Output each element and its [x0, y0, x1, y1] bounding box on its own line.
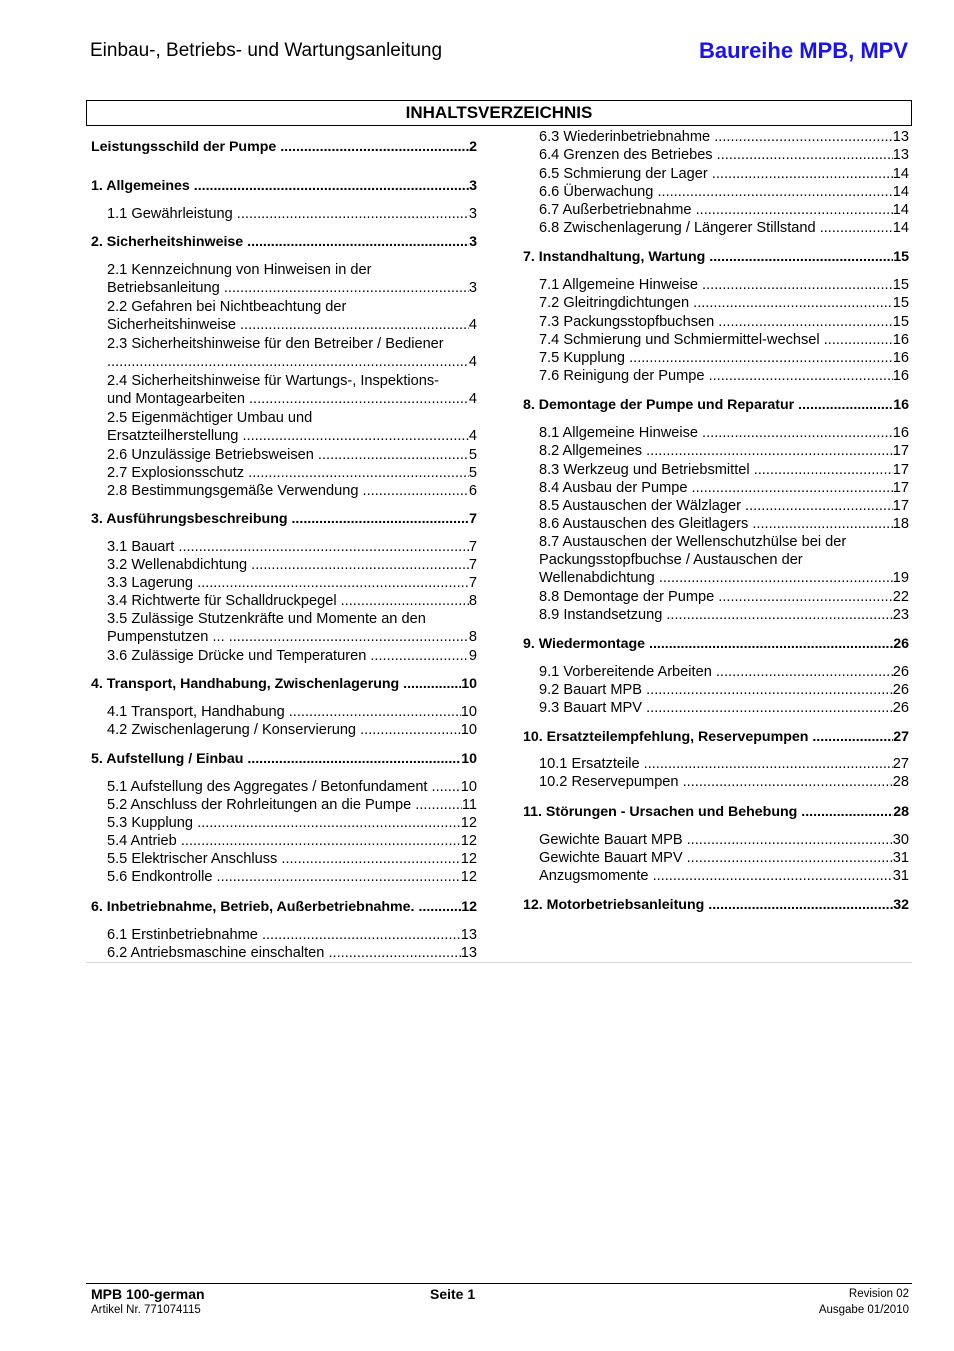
toc-entry-page: 4 [468, 391, 477, 407]
toc-entry-page: 15 [892, 295, 909, 311]
toc-entry-page: 10 [460, 779, 477, 795]
toc-entry-label: 7.6 Reinigung der Pumpe ..... [539, 367, 893, 385]
footer-edition: Ausgabe 01/2010 [818, 1304, 909, 1316]
toc-entry-label: 4.1 Transport, Handhabung ..... [107, 703, 461, 721]
toc-subsection-entry[interactable] [91, 796, 477, 814]
toc-entry-label: 6.5 Schmierung der Lager ..... [539, 165, 893, 183]
toc-entry-page: 11 [461, 797, 477, 813]
toc-entry-page: 12 [460, 851, 477, 867]
toc-subsection-entry[interactable] [91, 446, 477, 464]
toc-entry-row [539, 165, 909, 183]
toc-entry-page: 2 [469, 139, 477, 155]
toc-entry-page: 3 [469, 234, 477, 250]
toc-entry-label: Betriebsanleitung ..... [107, 279, 469, 297]
toc-subsection-entry[interactable] [91, 868, 477, 886]
toc-entry-page: 19 [892, 570, 909, 586]
toc-entry-page: 17 [892, 480, 909, 496]
toc-section-entry[interactable] [91, 138, 477, 156]
toc-subsection-entry[interactable] [91, 944, 477, 962]
toc-entry-label: 10. Ersatzteilempfehlung, Reservepumpen ..... [523, 728, 893, 746]
toc-entry-row [539, 699, 909, 717]
toc-entry-row [107, 832, 477, 850]
toc-entry-row [107, 464, 477, 482]
toc-entry-label: Anzugsmomente ..... [539, 867, 893, 885]
toc-entry-label: 8.9 Instandsetzung ..... [539, 606, 893, 624]
toc-entry-row [107, 446, 477, 464]
toc-entry-page: 7 [468, 575, 477, 591]
toc-heading-box [86, 100, 912, 126]
footer-divider [86, 1283, 912, 1284]
toc-subsection-entry[interactable] [91, 464, 477, 482]
toc-entry-row [107, 703, 477, 721]
toc-entry-title-line: 2.2 Gefahren bei Nichtbeachtung der [107, 299, 347, 315]
toc-entry-page: 13 [892, 129, 909, 145]
toc-entry-label: 10.2 Reservepumpen ..... [539, 773, 893, 791]
toc-entry-page: 7 [469, 511, 477, 527]
toc-subsection-entry[interactable] [91, 703, 477, 721]
toc-subsection-entry[interactable] [523, 442, 909, 460]
toc-entry-row [539, 201, 909, 219]
toc-entry-label: 5.3 Kupplung ..... [107, 814, 461, 832]
toc-entry-row [107, 814, 477, 832]
toc-entry-row [539, 349, 909, 367]
toc-entry-page: 28 [892, 774, 909, 790]
toc-entry-page: 14 [892, 220, 909, 236]
toc-entry-label: 7. Instandhaltung, Wartung ..... [523, 248, 893, 266]
toc-entry-label: 6.4 Grenzen des Betriebes ..... [539, 146, 893, 164]
toc-entry-label: 9.1 Vorbereitende Arbeiten ..... [539, 663, 893, 681]
toc-entry-row [539, 606, 909, 624]
toc-entry-row [539, 479, 909, 497]
toc-entry-title-line: 8.7 Austauschen der Wellenschutzhülse bei der [539, 534, 847, 550]
toc-entry-page: 7 [468, 557, 477, 573]
toc-entry-label: 8.3 Werkzeug und Betriebsmittel ..... [539, 461, 893, 479]
toc-entry-page: 17 [892, 443, 909, 459]
toc-entry-label: 8.4 Ausbau der Pumpe ..... [539, 479, 893, 497]
toc-entry-row [539, 515, 909, 533]
toc-entry-page: 32 [893, 897, 909, 913]
toc-subsection-entry[interactable] [91, 205, 477, 223]
toc-entry-row [539, 276, 909, 294]
toc-subsection-entry[interactable] [91, 372, 477, 408]
toc-entry-page: 22 [892, 589, 909, 605]
toc-subsection-entry[interactable] [523, 663, 909, 681]
toc-subsection-entry[interactable] [91, 261, 477, 297]
toc-entry-page: 10 [461, 676, 477, 692]
toc-entry-title-line: 2.5 Eigenmächtiger Umbau und [107, 410, 313, 426]
toc-entry-row [539, 219, 909, 237]
series-title: Baureihe MPB, MPV [698, 38, 908, 63]
toc-section-entry[interactable] [91, 233, 477, 251]
toc-entry-row [107, 850, 477, 868]
toc-entry-page: 9 [468, 648, 477, 664]
toc-subsection-entry[interactable] [523, 699, 909, 717]
toc-entry-page: 28 [893, 804, 909, 820]
toc-entry-page: 15 [892, 277, 909, 293]
toc-entry-page: 12 [461, 899, 477, 915]
toc-entry-row [523, 248, 909, 266]
toc-section-entry[interactable] [91, 898, 477, 916]
toc-entry-label: 12. Motorbetriebsanleitung ..... [523, 896, 893, 914]
toc-entry-row [107, 592, 477, 610]
toc-entry-row [523, 896, 909, 914]
toc-entry-row [91, 750, 477, 768]
toc-subsection-entry[interactable] [523, 461, 909, 479]
toc-entry-page: 26 [893, 636, 909, 652]
toc-entry-page: 23 [892, 607, 909, 623]
toc-subsection-entry[interactable] [91, 850, 477, 868]
toc-entry-page: 10 [460, 704, 477, 720]
toc-entry-label: 6.7 Außerbetriebnahme ..... [539, 201, 893, 219]
toc-entry-page: 31 [892, 850, 909, 866]
toc-entry-label: 2.6 Unzulässige Betriebsweisen ..... [107, 446, 469, 464]
toc-entry-page: 16 [893, 397, 909, 413]
toc-entry-page: 14 [892, 202, 909, 218]
toc-entry-row [107, 316, 477, 334]
toc-entry-label: 8.1 Allgemeine Hinweise ..... [539, 424, 893, 442]
toc-section-entry[interactable] [91, 675, 477, 693]
toc-entry-label: 6.6 Überwachung ..... [539, 183, 893, 201]
toc-entry-label: 7.2 Gleitringdichtungen ..... [539, 294, 893, 312]
toc-entry-row [107, 538, 477, 556]
toc-entry-label: Gewichte Bauart MPB ..... [539, 831, 893, 849]
toc-entry-page: 8 [468, 629, 477, 645]
document-title: Einbau-, Betriebs- und Wartungsanleitung [90, 40, 443, 61]
toc-entry-page: 15 [893, 249, 909, 265]
toc-entry-row [107, 574, 477, 592]
toc-section-entry[interactable] [523, 396, 909, 414]
toc-entry-row [539, 849, 909, 867]
toc-entry-row [539, 294, 909, 312]
toc-section-entry[interactable] [523, 248, 909, 266]
toc-entry-row [91, 233, 477, 251]
footer-revision: Revision 02 [848, 1288, 909, 1300]
toc-section-entry[interactable] [523, 728, 909, 746]
toc-entry-page: 15 [892, 314, 909, 330]
toc-subsection-entry[interactable] [523, 276, 909, 294]
toc-entry-row [523, 396, 909, 414]
toc-entry-row [91, 177, 477, 195]
toc-subsection-entry[interactable] [91, 814, 477, 832]
toc-entry-row [539, 128, 909, 146]
toc-entry-page: 17 [892, 462, 909, 478]
toc-entry-row [539, 681, 909, 699]
toc-entry-row [539, 313, 909, 331]
toc-entry-label: 2.8 Bestimmungsgemäße Verwendung ..... [107, 482, 469, 500]
toc-entry-row [539, 442, 909, 460]
toc-entry-page: 31 [892, 868, 909, 884]
toc-entry-row [107, 205, 477, 223]
toc-entry-row [107, 556, 477, 574]
toc-entry-page: 26 [892, 664, 909, 680]
toc-entry-label: 10.1 Ersatzteile ..... [539, 755, 893, 773]
toc-entry-row [107, 427, 477, 445]
toc-entry-row [523, 635, 909, 653]
toc-entry-row [539, 773, 909, 791]
toc-entry-page: 26 [892, 682, 909, 698]
toc-subsection-entry[interactable] [91, 610, 477, 646]
toc-entry-label: Wellenabdichtung ..... [539, 569, 893, 587]
toc-subsection-entry[interactable] [523, 588, 909, 606]
toc-entry-row [539, 367, 909, 385]
toc-entry-page: 5 [468, 447, 477, 463]
toc-subsection-entry[interactable] [91, 926, 477, 944]
toc-entry-label: 8.8 Demontage der Pumpe ..... [539, 588, 893, 606]
toc-entry-page: 16 [892, 332, 909, 348]
toc-subsection-entry[interactable] [523, 533, 909, 587]
toc-entry-page: 8 [468, 593, 477, 609]
toc-entry-page: 3 [468, 280, 477, 296]
toc-subsection-entry[interactable] [91, 335, 477, 371]
toc-subsection-entry[interactable] [523, 294, 909, 312]
toc-entry-label: Ersatzteilherstellung ..... [107, 427, 469, 445]
toc-entry-row [539, 831, 909, 849]
toc-subsection-entry[interactable] [91, 778, 477, 796]
toc-subsection-entry[interactable] [91, 556, 477, 574]
toc-entry-label [107, 353, 469, 371]
toc-entry-row [107, 628, 477, 646]
toc-subsection-entry[interactable] [91, 832, 477, 850]
toc-entry-row [539, 461, 909, 479]
toc-entry-row [539, 424, 909, 442]
toc-section-entry[interactable] [523, 896, 909, 914]
toc-entry-title-line: 3.5 Zulässige Stutzenkräfte und Momente an den [107, 611, 426, 627]
toc-section-entry[interactable] [91, 510, 477, 528]
toc-entry-label: 3.4 Richtwerte für Schalldruckpegel ..... [107, 592, 469, 610]
toc-subsection-entry[interactable] [523, 497, 909, 515]
toc-entry-label: 6. Inbetriebnahme, Betrieb, Außerbetriebnahme. ..... [91, 898, 461, 916]
toc-entry-label: 5. Aufstellung / Einbau ..... [91, 750, 461, 768]
toc-entry-label: 3.2 Wellenabdichtung ..... [107, 556, 469, 574]
toc-entry-label: 3.1 Bauart ..... [107, 538, 469, 556]
toc-entry-row [107, 353, 477, 371]
toc-entry-label: 9.3 Bauart MPV ..... [539, 699, 893, 717]
toc-entry-label: 5.1 Aufstellung des Aggregates / Betonfundament ..... [107, 778, 461, 796]
toc-entry-row [107, 778, 477, 796]
toc-entry-row [539, 569, 909, 587]
toc-entry-label: 2.7 Explosionsschutz ..... [107, 464, 469, 482]
toc-entry-page: 12 [460, 869, 477, 885]
toc-entry-row [107, 647, 477, 665]
toc-subsection-entry[interactable] [523, 755, 909, 773]
toc-entry-label: 2. Sicherheitshinweise ..... [91, 233, 469, 251]
toc-section-entry[interactable] [91, 177, 477, 195]
footer-doc-id: MPB 100-german [91, 1286, 205, 1302]
toc-section-entry[interactable] [91, 750, 477, 768]
toc-entry-page: 16 [892, 425, 909, 441]
toc-entry-row [91, 898, 477, 916]
toc-subsection-entry[interactable] [523, 681, 909, 699]
toc-subsection-entry[interactable] [91, 574, 477, 592]
toc-entry-title-line: 2.3 Sicherheitshinweise für den Betreiber / Bediener [107, 336, 444, 352]
toc-subsection-entry[interactable] [523, 831, 909, 849]
toc-entry-page: 4 [468, 354, 477, 370]
toc-heading: INHALTSVERZEICHNIS [405, 103, 593, 122]
toc-entry-label: 4.2 Zwischenlagerung / Konservierung ..... [107, 721, 461, 739]
toc-entry-row [107, 721, 477, 739]
toc-subsection-entry[interactable] [523, 367, 909, 385]
toc-entry-page: 7 [468, 539, 477, 555]
toc-entry-row [107, 926, 477, 944]
toc-entry-label: 8.5 Austauschen der Wälzlager ..... [539, 497, 893, 515]
toc-entry-row [107, 796, 477, 814]
toc-entry-label: 7.3 Packungsstopfbuchsen ..... [539, 313, 893, 331]
toc-subsection-entry[interactable] [523, 146, 909, 164]
toc-subsection-entry[interactable] [523, 219, 909, 237]
toc-entry-label: 1. Allgemeines ..... [91, 177, 469, 195]
toc-subsection-entry[interactable] [523, 183, 909, 201]
toc-entry-label: 5.6 Endkontrolle ..... [107, 868, 461, 886]
toc-subsection-entry[interactable] [523, 606, 909, 624]
toc-entry-row [539, 663, 909, 681]
toc-entry-label: Gewichte Bauart MPV ..... [539, 849, 893, 867]
toc-subsection-entry[interactable] [91, 482, 477, 500]
toc-subsection-entry[interactable] [523, 349, 909, 367]
toc-subsection-entry[interactable] [91, 298, 477, 334]
toc-entry-page: 10 [460, 722, 477, 738]
toc-section-entry[interactable] [523, 635, 909, 653]
toc-entry-label: 6.8 Zwischenlagerung / Längerer Stillstand ..... [539, 219, 893, 237]
toc-entry-row [539, 183, 909, 201]
toc-entry-page: 14 [892, 166, 909, 182]
toc-entry-label: 5.5 Elektrischer Anschluss ..... [107, 850, 461, 868]
toc-subsection-entry[interactable] [91, 409, 477, 445]
toc-entry-page: 4 [468, 428, 477, 444]
toc-entry-label: 6.3 Wiederinbetriebnahme ..... [539, 128, 893, 146]
toc-entry-page: 3 [468, 206, 477, 222]
toc-entry-row [539, 588, 909, 606]
toc-subsection-entry[interactable] [523, 515, 909, 533]
toc-entry-label: Leistungsschild der Pumpe ..... [91, 138, 469, 156]
toc-entry-row [107, 279, 477, 297]
toc-subsection-entry[interactable] [523, 331, 909, 349]
toc-entry-page: 16 [892, 350, 909, 366]
toc-subsection-entry[interactable] [523, 479, 909, 497]
toc-entry-title-line: 2.1 Kennzeichnung von Hinweisen in der [107, 262, 372, 278]
toc-entry-row [539, 331, 909, 349]
toc-entry-label: 1.1 Gewährleistung ..... [107, 205, 469, 223]
toc-subsection-entry[interactable] [523, 773, 909, 791]
toc-entry-label: 3.6 Zulässige Drücke und Temperaturen ..... [107, 647, 469, 665]
toc-entry-label: 6.1 Erstinbetriebnahme ..... [107, 926, 461, 944]
toc-subsection-entry[interactable] [523, 201, 909, 219]
toc-subsection-entry[interactable] [91, 647, 477, 665]
toc-entry-label: 7.5 Kupplung ..... [539, 349, 893, 367]
toc-entry-row [539, 146, 909, 164]
toc-entry-label: 7.1 Allgemeine Hinweise ..... [539, 276, 893, 294]
toc-entry-page: 27 [892, 756, 909, 772]
toc-subsection-entry[interactable] [91, 592, 477, 610]
toc-entry-label: 5.2 Anschluss der Rohrleitungen an die Pumpe ..... [107, 796, 462, 814]
toc-entry-row [523, 803, 909, 821]
toc-entry-row [91, 675, 477, 693]
toc-entry-page: 6 [468, 483, 477, 499]
toc-subsection-entry[interactable] [523, 128, 909, 146]
toc-subsection-entry[interactable] [523, 424, 909, 442]
toc-entry-page: 3 [469, 178, 477, 194]
toc-subsection-entry[interactable] [91, 538, 477, 556]
toc-entry-page: 13 [460, 945, 477, 961]
toc-subsection-entry[interactable] [523, 313, 909, 331]
toc-entry-page: 16 [892, 368, 909, 384]
toc-entry-row [107, 944, 477, 962]
toc-entry-page: 18 [892, 516, 909, 532]
toc-entry-label: 8.6 Austauschen des Gleitlagers ..... [539, 515, 893, 533]
toc-entry-page: 26 [892, 700, 909, 716]
toc-entry-page: 14 [892, 184, 909, 200]
toc-entry-title-line: Packungsstopfbuchse / Austauschen der [539, 552, 803, 568]
toc-entry-label: 8.2 Allgemeines ..... [539, 442, 893, 460]
toc-section-entry[interactable] [523, 803, 909, 821]
toc-entry-row [91, 510, 477, 528]
toc-entry-label: 9.2 Bauart MPB ..... [539, 681, 893, 699]
content-divider [86, 962, 912, 963]
toc-subsection-entry[interactable] [523, 849, 909, 867]
toc-entry-label: Pumpenstutzen ... ..... [107, 628, 469, 646]
toc-entry-label: 6.2 Antriebsmaschine einschalten ..... [107, 944, 461, 962]
toc-entry-row [107, 482, 477, 500]
toc-entry-label: 3. Ausführungsbeschreibung ..... [91, 510, 469, 528]
toc-entry-label: 11. Störungen - Ursachen und Behebung ..... [523, 803, 893, 821]
toc-entry-page: 12 [460, 833, 477, 849]
footer-page-number: Seite 1 [430, 1286, 476, 1302]
toc-entry-label: und Montagearbeiten ..... [107, 390, 469, 408]
toc-entry-label: 3.3 Lagerung ..... [107, 574, 469, 592]
toc-entry-row [107, 390, 477, 408]
toc-entry-row [539, 755, 909, 773]
toc-entry-page: 12 [460, 815, 477, 831]
toc-entry-label: Sicherheitshinweise ..... [107, 316, 469, 334]
toc-subsection-entry[interactable] [523, 867, 909, 885]
toc-entry-page: 13 [460, 927, 477, 943]
toc-entry-label: 9. Wiedermontage ..... [523, 635, 893, 653]
toc-entry-page: 10 [461, 751, 477, 767]
toc-entry-label: 5.4 Antrieb ..... [107, 832, 461, 850]
toc-entry-page: 30 [892, 832, 909, 848]
toc-entry-row [523, 728, 909, 746]
toc-entry-row [539, 497, 909, 515]
toc-entry-page: 4 [468, 317, 477, 333]
toc-entry-page: 13 [892, 147, 909, 163]
toc-entry-row [539, 867, 909, 885]
toc-entry-row [107, 868, 477, 886]
toc-entry-page: 17 [892, 498, 909, 514]
toc-entry-title-line: 2.4 Sicherheitshinweise für Wartungs-, Inspektions- [107, 373, 440, 389]
toc-subsection-entry[interactable] [523, 165, 909, 183]
toc-subsection-entry[interactable] [91, 721, 477, 739]
footer-article-number: Artikel Nr. 771074115 [91, 1304, 201, 1316]
toc-entry-page: 5 [468, 465, 477, 481]
toc-entry-row [91, 138, 477, 156]
toc-entry-label: 4. Transport, Handhabung, Zwischenlagerung ..... [91, 675, 461, 693]
toc-entry-label: 7.4 Schmierung und Schmiermittel-wechsel ..... [539, 331, 893, 349]
toc-entry-label: 8. Demontage der Pumpe und Reparatur ..... [523, 396, 893, 414]
toc-entry-page: 27 [893, 729, 909, 745]
